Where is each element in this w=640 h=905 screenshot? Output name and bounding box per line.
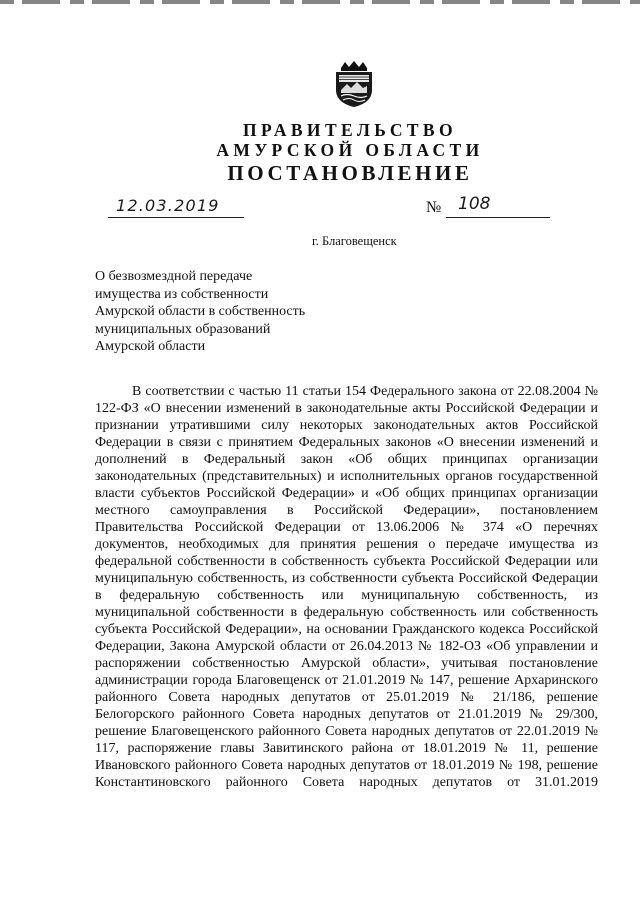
scan-top-edge <box>0 0 640 4</box>
date-underline <box>108 217 244 218</box>
subject-line: Амурской области в собственность <box>95 304 306 319</box>
number-underline <box>446 217 550 218</box>
body-paragraph: В соответствии с частью 11 статьи 154 Федерального закона от 22.08.2004 № 122-ФЗ «О внесении изменений в законодательные акты Российской Федерации и признании утратившими силу некоторых законодательных актов Российской Федерации в связи с принятием Федеральных законов «О внесении изменений и дополнений в Федеральный закон «Об общих принципах организации законодательных (представительных) и исполнительных органов государственной власти субъектов Российской Федерации» и «Об общих принципах организации местного самоуправления в Российской Федерации», постановлением Правительства Российской Федерации от 13.06.2006 № 374 «О перечнях документов, необходимых для принятия решения о передаче имущества из федеральной собственности в собственность субъекта Российской Федерации или муниципальную собственность, из собственности субъекта Российской Федерации в федеральную собственность или муниципальную собственность, из муниципальной собственности в федеральную собственность или собственность субъекта Российской Федерации», на основании Гражданского кодекса Российской Федерации, Закона Амурской области от 26.04.2013 № 182-ОЗ «Об управлении и распоряжении собственностью Амурской области», учитывая постановление администрации города Благовещенск от 21.01.2019 № 147, решение Архаринского районного Совета народных депутатов от 25.01.2019 № 21/186, решение Белогорского районного Совета народных депутатов от 21.01.2019 № 29/300, решение Благовещенского районного Совета народных депутатов от 22.01.2019 № 117, распоряжение главы Завитинского района от 18.01.2019 № 11, решение Ивановского районного Совета народных депутатов от 18.01.2019 № 198, решение Константиновского районного Совета народных депутатов от 31.01.2019 <box>95 384 598 790</box>
city-name: г. Благовещенск <box>312 234 397 248</box>
subject-line: Амурской области <box>95 339 206 354</box>
subject-line: имущества из собственности <box>95 286 269 302</box>
org-name-line2: АМУРСКОЙ ОБЛАСТИ <box>216 140 484 160</box>
document-date: 12.03.2019 <box>116 196 220 215</box>
document-type-title: ПОСТАНОВЛЕНИЕ <box>227 161 473 185</box>
subject-line: муниципальных образований <box>95 321 271 337</box>
subject-line: О безвозмездной передаче <box>95 269 253 284</box>
coat-of-arms-icon <box>333 60 375 108</box>
org-name-line1: ПРАВИТЕЛЬСТВО <box>242 120 458 140</box>
document-number: 108 <box>458 194 491 214</box>
number-label: № <box>426 199 442 216</box>
document-subject <box>95 268 305 356</box>
document-body <box>95 383 598 791</box>
